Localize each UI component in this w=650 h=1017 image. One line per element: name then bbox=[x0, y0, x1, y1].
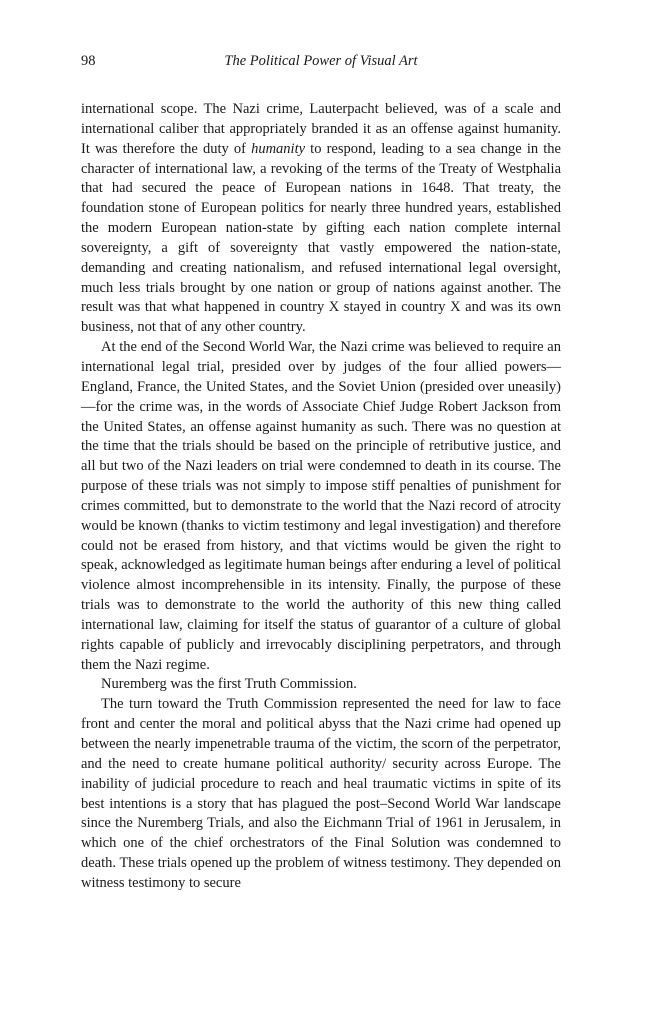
paragraph-1-end: to respond, leading to a sea change in the character of international law, a revoking of the terms of the Treaty of Westphalia that had secured the peace of European nations in 1648. That treaty, the foundation stone of European politics for nearly three hundred years, established the modern European nation-state by gifting each nation complete internal sovereignty, a gift of sovereignty that vastly empowered the nation-state, demanding and creating nationalism, and refused international legal oversight, much less trials brought by one nation or group of nations against another. The result was that what happened in country X stayed in country X and was its own business, not that of any other country. bbox=[81, 140, 561, 336]
page-header bbox=[81, 53, 561, 73]
paragraph-1 bbox=[81, 100, 561, 338]
paragraph-2: At the end of the Second World War, the Nazi crime was believed to require an international legal trial, presided over by judges of the four allied powers—England, France, the United States, and the Soviet Union (presided over uneasily)—for the crime was, in the words of Associate Chief Judge Robert Jackson from the United States, an offense against humanity as such. There was no question at the time that the trials should be based on the principle of retributive justice, and all but two of the Nazi leaders on trial were condemned to death in its course. The purpose of these trials was not simply to impose stiff penalties of punishment for crimes committed, but to demonstrate to the world that the Nazi record of atrocity would be known (thanks to victim testimony and legal investigation) and therefore could not be erased from history, and that victims would be given the right to speak, acknowledged as legitimate human beings after enduring a level of political violence almost incomprehensible in its intensity. Finally, the purpose of these trials was to demonstrate to the world the authority of this new thing called international law, claiming for itself the status of guarantor of a culture of global rights capable of publicly and irrevocably disciplining perpetrators, and through them the Nazi regime. bbox=[81, 339, 561, 673]
running-title: The Political Power of Visual Art bbox=[224, 53, 418, 69]
paragraph-3: Nuremberg was the first Truth Commission. bbox=[101, 676, 357, 693]
page-number: 98 bbox=[81, 53, 96, 69]
paragraph-4: The turn toward the Truth Commission represented the need for law to face front and center the moral and political abyss that the Nazi crime had opened up between the nearly impenetrable trauma of the victim, the scorn of the perpetrator, and the need to create humane political authority/ security across Europe. The inability of judicial procedure to reach and heal traumatic victims in spite of its best intentions is a story that has plagued the post–Second World War landscape since the Nuremberg Trials, and also the Eichmann Trial of 1961 in Jerusalem, in which one of the chief orchestrators of the Final Solution was condemned to death. These trials opened up the problem of witness testimony. They depended on witness testimony to secure bbox=[81, 696, 561, 891]
paragraph-1-start: international scope. The Nazi crime, Lauterpacht believed, was of a scale and international caliber that appropriately branded it as an offense against humanity. It was therefore the duty of bbox=[81, 101, 561, 157]
paragraph-1-emphasis: humanity bbox=[251, 140, 306, 157]
body-text bbox=[81, 100, 561, 894]
